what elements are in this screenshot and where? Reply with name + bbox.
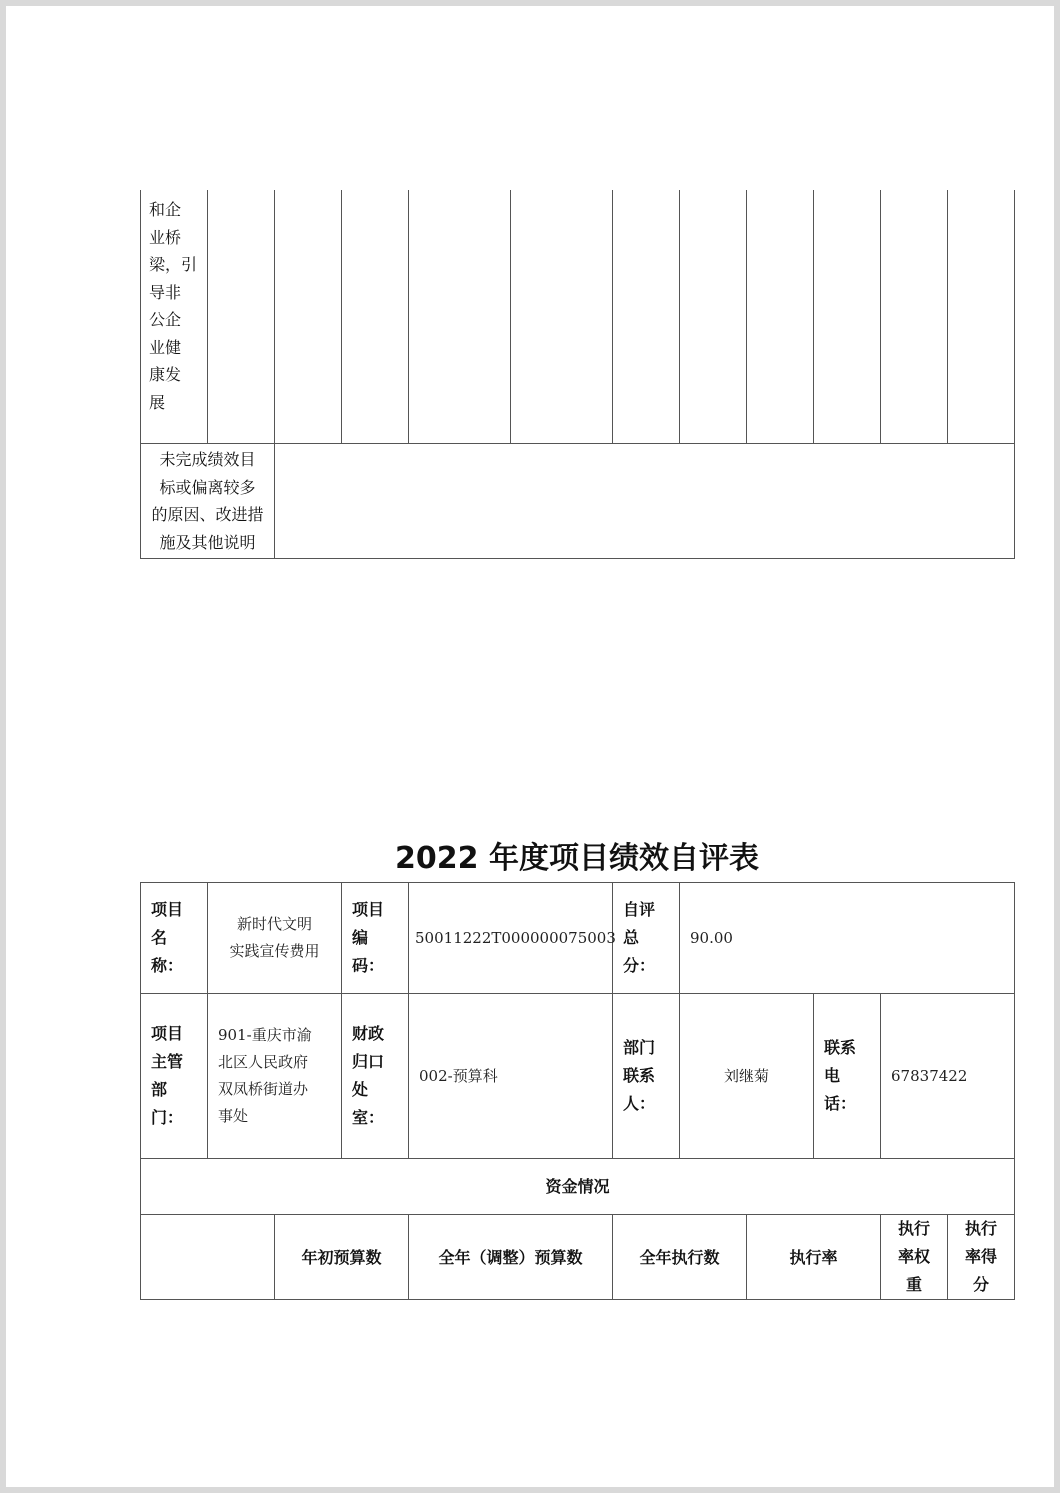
description-line: 展 <box>149 392 166 412</box>
description-line: 业桥 <box>149 227 182 247</box>
project-code-label: 项目 编码： <box>342 883 409 994</box>
phone-label: 联系 电话： <box>814 994 881 1159</box>
empty-cell <box>747 190 814 444</box>
reason-label-line: 未完成绩效目 <box>159 450 256 469</box>
contact-person-label: 部门 联系 人： <box>613 994 680 1159</box>
empty-cell <box>208 190 275 444</box>
self-score-label: 自评 总分： <box>613 883 680 994</box>
rate-score-header: 执行 率得 分 <box>948 1215 1015 1300</box>
empty-cell <box>881 190 948 444</box>
empty-cell <box>511 190 613 444</box>
project-name-value: 新时代文明 实践宣传费用 <box>208 883 342 994</box>
empty-cell <box>275 190 342 444</box>
empty-cell <box>814 190 881 444</box>
funds-section-row <box>141 1159 1015 1215</box>
reason-label-line: 标或偏离较多 <box>159 477 256 497</box>
self-score-value: 90.00 <box>680 883 1015 994</box>
description-line: 和企 <box>149 200 182 219</box>
department-info-row <box>141 994 1015 1159</box>
empty-cell <box>680 190 747 444</box>
reason-label-line: 施及其他说明 <box>159 532 256 552</box>
indicator-row <box>141 190 1015 444</box>
department-value: 901-重庆市渝 北区人民政府 双凤桥街道办 事处 <box>208 994 342 1159</box>
funds-header-row <box>141 1215 1015 1300</box>
continued-performance-table <box>140 190 1015 559</box>
document-page <box>6 6 1054 1487</box>
empty-cell <box>409 190 511 444</box>
empty-cell <box>948 190 1015 444</box>
annual-budget-header: 全年（调整）预算数 <box>409 1215 613 1300</box>
project-info-row <box>141 883 1015 994</box>
execution-rate-header: 执行率 <box>747 1215 881 1300</box>
rate-weight-header: 执行 率权 重 <box>881 1215 948 1300</box>
finance-office-value: 002-预算科 <box>409 994 613 1159</box>
reason-label-line: 的原因、改进措 <box>151 505 264 524</box>
finance-office-label: 财政 归口 处室： <box>342 994 409 1159</box>
funds-corner-cell <box>141 1215 275 1300</box>
project-code-value: 50011222T000000075003 <box>409 883 613 994</box>
initial-budget-header: 年初预算数 <box>275 1215 409 1300</box>
indicator-description-cell <box>141 190 208 444</box>
description-line: 导非 <box>149 282 182 302</box>
phone-value: 67837422 <box>881 994 1015 1159</box>
empty-cell <box>613 190 680 444</box>
reason-label-cell <box>141 444 275 559</box>
performance-evaluation-table <box>140 882 1015 1300</box>
description-line: 公企 <box>149 310 182 329</box>
annual-execution-header: 全年执行数 <box>613 1215 747 1300</box>
description-line: 梁，引 <box>149 255 198 274</box>
reason-value-cell <box>275 444 1015 559</box>
description-line: 康发 <box>149 365 182 384</box>
funds-section-header: 资金情况 <box>141 1159 1015 1215</box>
description-line: 业健 <box>149 337 182 357</box>
project-name-label: 项目 名称： <box>141 883 208 994</box>
form-title: 2022 年度项目绩效自评表 <box>395 841 759 876</box>
contact-person-value: 刘继菊 <box>680 994 814 1159</box>
empty-cell <box>342 190 409 444</box>
reason-row <box>141 444 1015 559</box>
department-label: 项目 主管 部门： <box>141 994 208 1159</box>
